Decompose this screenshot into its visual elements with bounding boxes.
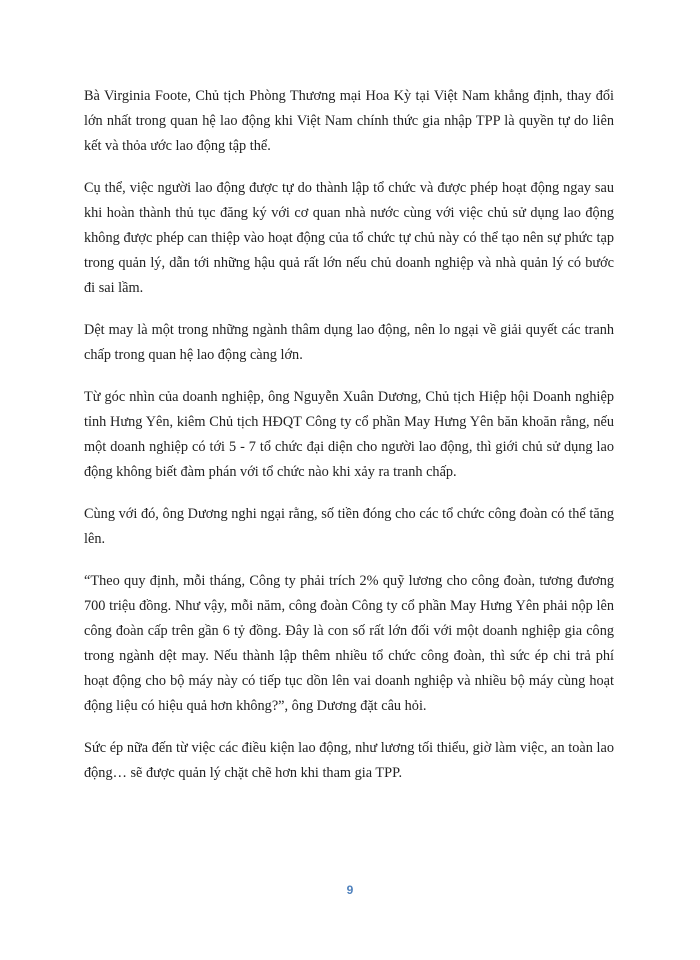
paragraph-1: Bà Virginia Foote, Chủ tịch Phòng Thương mại Hoa Kỳ tại Việt Nam khẳng định, thay đổi lớn nhất trong quan hệ lao động khi Việt Nam chính thức gia nhập TPP là quyền tự do liên kết và thỏa ước lao động tập thể. bbox=[84, 88, 614, 154]
paragraph-7: Sức ép nữa đến từ việc các điều kiện lao động, như lương tối thiểu, giờ làm việc, an toàn lao động… sẽ được quản lý chặt chẽ hơn khi tham gia TPP. bbox=[84, 740, 614, 781]
paragraph-4: Từ góc nhìn của doanh nghiệp, ông Nguyễn Xuân Dương, Chủ tịch Hiệp hội Doanh nghiệp tỉnh Hưng Yên, kiêm Chủ tịch HĐQT Công ty cổ phần May Hưng Yên băn khoăn rằng, nếu một doanh nghiệp có tới 5 - 7 tổ chức đại diện cho người lao động, thì giới chủ sử dụng lao động không biết đàm phán với tổ chức nào khi xảy ra tranh chấp. bbox=[84, 389, 614, 480]
document-body bbox=[84, 84, 614, 803]
paragraph-2: Cụ thể, việc người lao động được tự do thành lập tổ chức và được phép hoạt động ngay sau khi hoàn thành thủ tục đăng ký với cơ quan nhà nước cùng với việc chủ sử dụng lao động không được phép can thiệp vào hoạt động của tổ chức tự chủ này có thể tạo nên sự phức tạp trong quản lý, dẫn tới những hậu quả rất lớn nếu chủ doanh nghiệp và nhà quản lý có bước đi sai lầm. bbox=[84, 180, 614, 296]
paragraph-5: Cùng với đó, ông Dương nghi ngại rằng, số tiền đóng cho các tổ chức công đoàn có thể tăng lên. bbox=[84, 506, 614, 547]
page-number: 9 bbox=[346, 883, 354, 897]
paragraph-3: Dệt may là một trong những ngành thâm dụng lao động, nên lo ngại về giải quyết các tranh chấp trong quan hệ lao động càng lớn. bbox=[84, 322, 614, 363]
paragraph-6: “Theo quy định, mỗi tháng, Công ty phải trích 2% quỹ lương cho công đoàn, tương đương 700 triệu đồng. Như vậy, mỗi năm, công đoàn Công ty cổ phần May Hưng Yên phải nộp lên công đoàn cấp trên gần 6 tỷ đồng. Đây là con số rất lớn đối với một doanh nghiệp gia công trong ngành dệt may. Nếu thành lập thêm nhiều tổ chức công đoàn, thì sức ép chi trả phí hoạt động cho bộ máy này có tiếp tục dồn lên vai doanh nghiệp và nhiều bộ máy cùng hoạt động liệu có hiệu quả hơn không?”, ông Dương đặt câu hỏi. bbox=[84, 573, 614, 714]
